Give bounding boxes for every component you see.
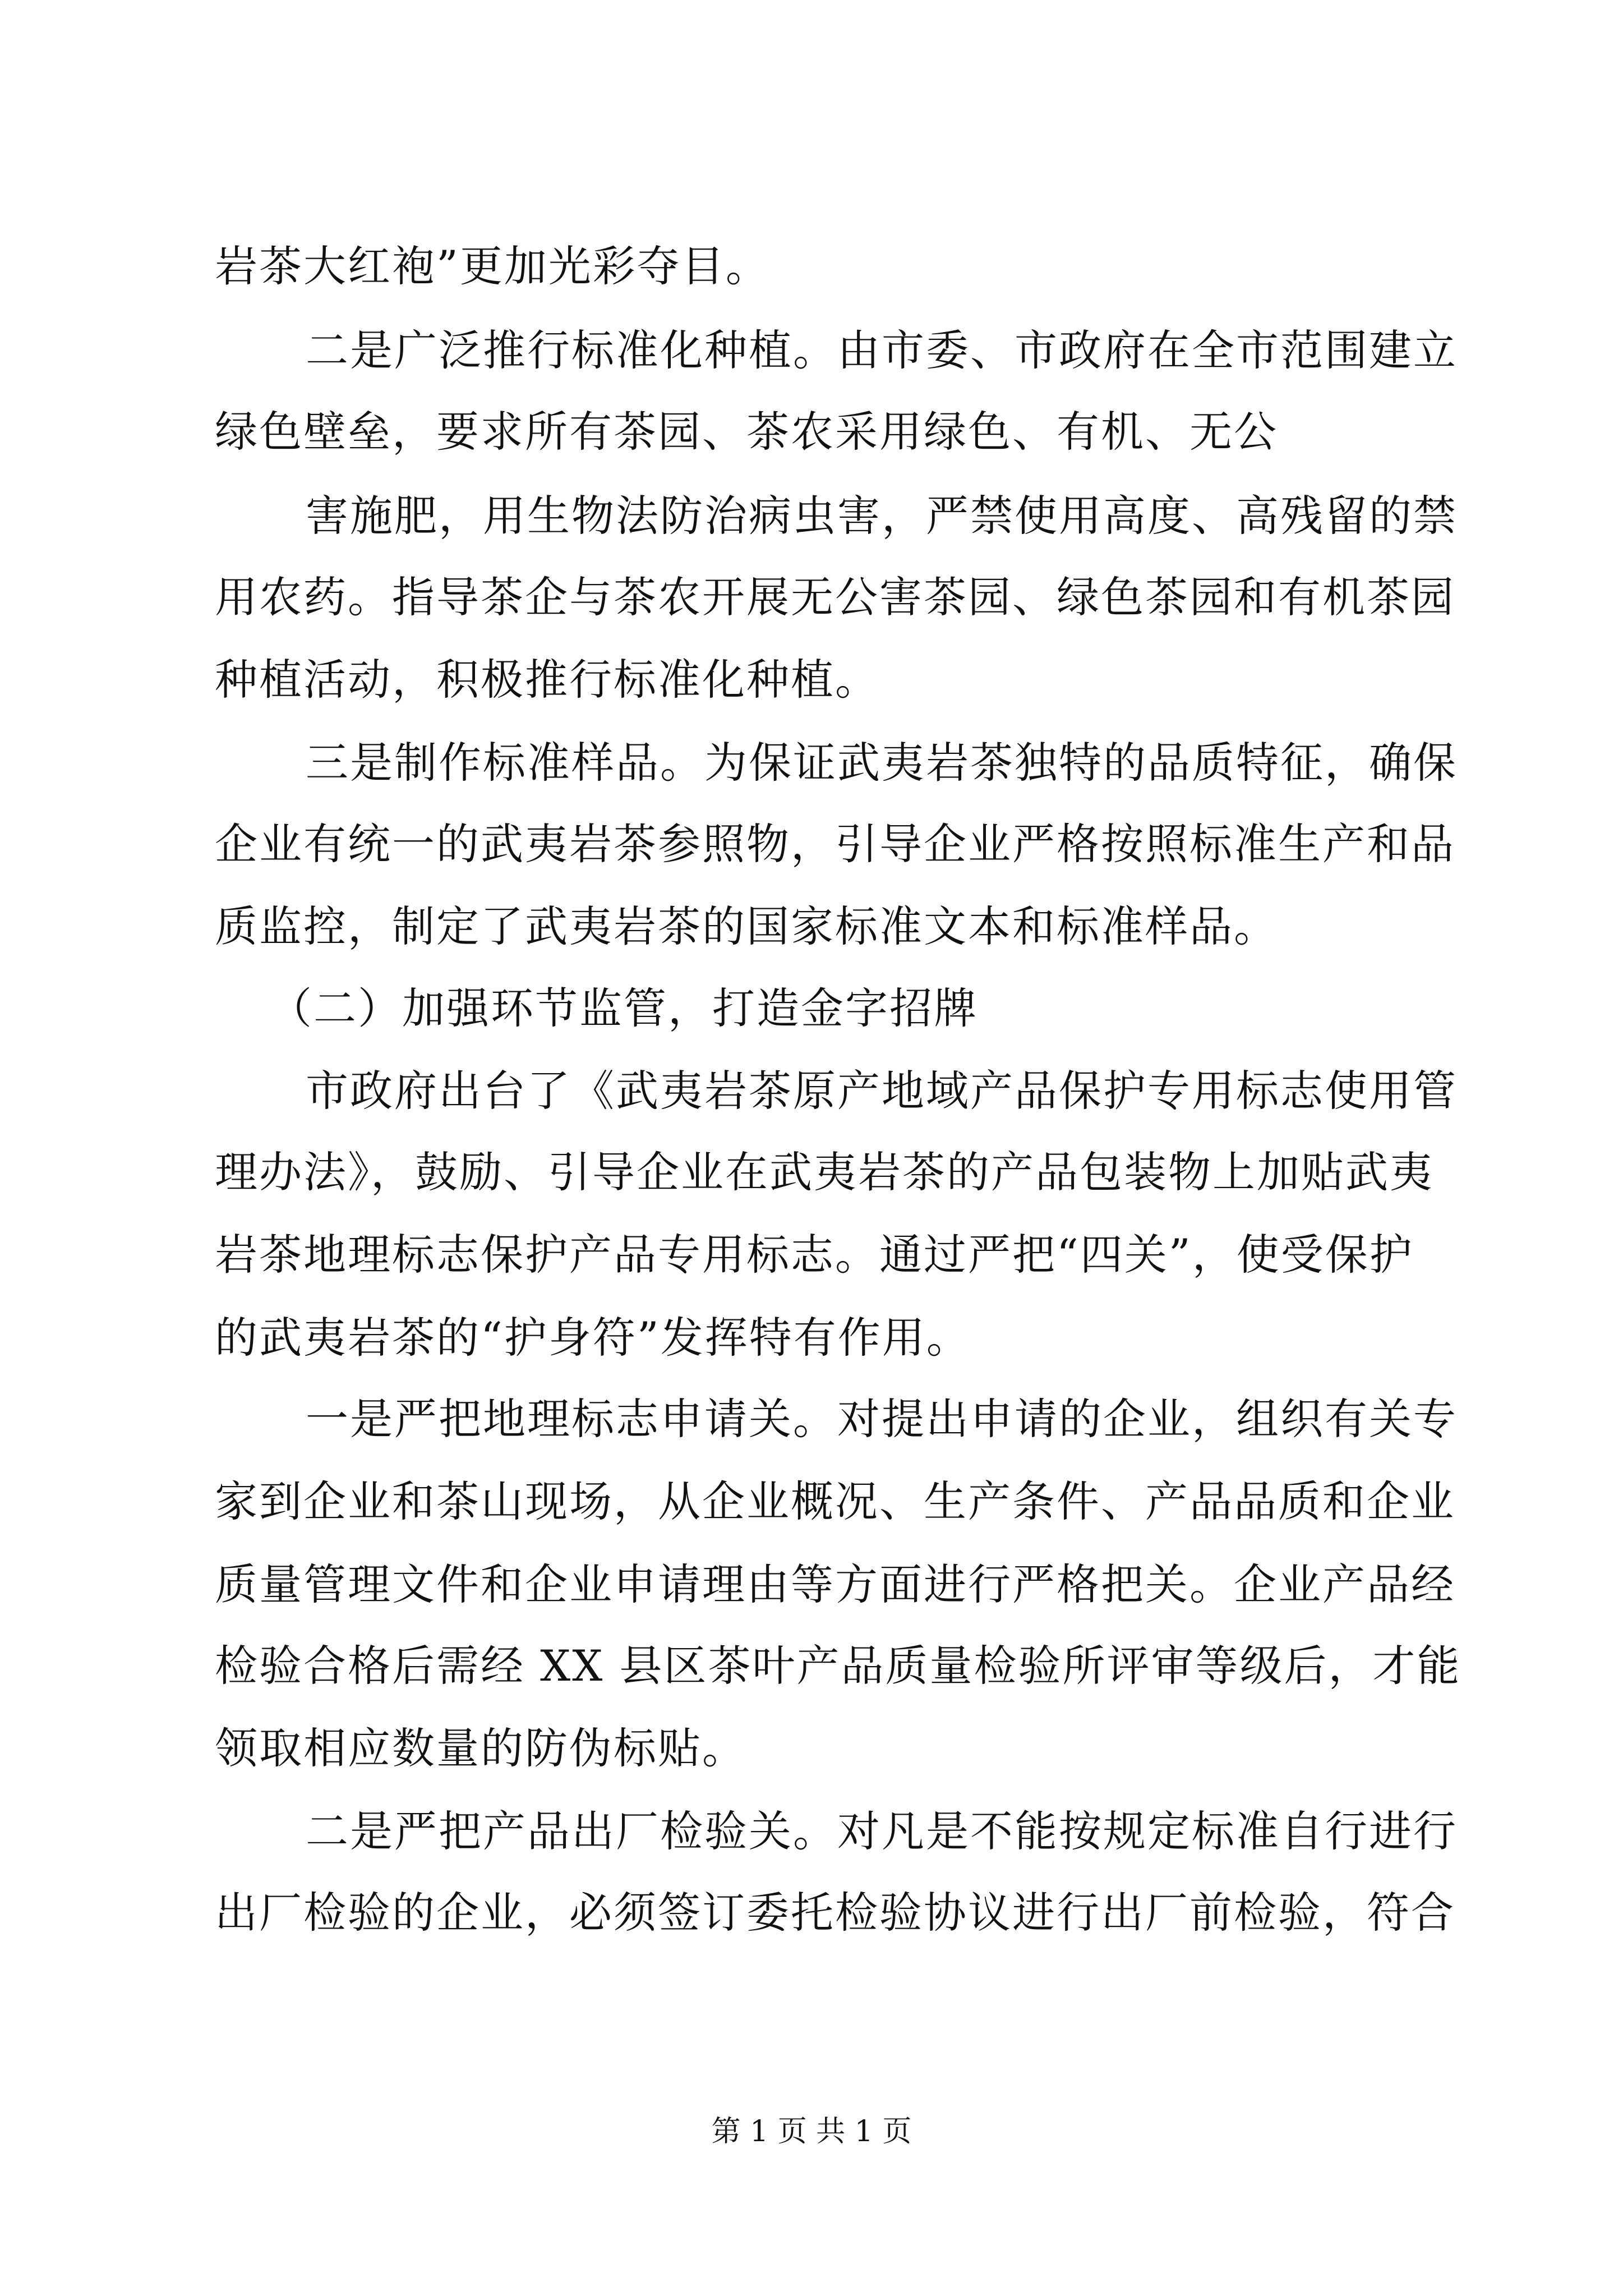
- paragraph-start: 三是制作标准样品。为保证武夷岩茶独特的品质特征，确保: [306, 738, 1458, 788]
- text-line: 企业有统一的武夷岩茶参照物，引导企业严格按照标准生产和品: [215, 819, 1455, 869]
- text-line: 质量管理文件和企业申请理由等方面进行严格把关。企业产品经: [215, 1559, 1455, 1609]
- paragraph-start: 二是严把产品出厂检验关。对凡是不能按规定标准自行进行: [306, 1806, 1458, 1856]
- text-line: 岩茶地理标志保护产品专用标志。通过严把“四关”，使受保护: [215, 1230, 1414, 1280]
- paragraph-start: 二是广泛推行标准化种植。由市委、市政府在全市范围建立: [306, 325, 1458, 375]
- text-line: 种植活动，积极推行标准化种植。: [215, 655, 879, 705]
- text-line: 害施肥，用生物法防治病虫害，严禁使用高度、高残留的禁: [306, 491, 1458, 541]
- paragraph-start: 一是严把地理标志申请关。对提出申请的企业，组织有关专: [306, 1394, 1458, 1444]
- text-line: 出厂检验的企业，必须签订委托检验协议进行出厂前检验，符合: [215, 1888, 1455, 1938]
- text-line: 质监控，制定了武夷岩茶的国家标准文本和标准样品。: [215, 901, 1278, 951]
- text-line: 理办法》，鼓励、引导企业在武夷岩茶的产品包装物上加贴武夷: [215, 1147, 1434, 1197]
- text-line: 用农药。指导茶企与茶农开展无公害茶园、绿色茶园和有机茶园: [215, 572, 1455, 622]
- text-line: 绿色壁垒，要求所有茶园、茶农采用绿色、有机、无公: [215, 407, 1278, 457]
- page-number-footer: 第 1 页 共 1 页: [711, 2115, 912, 2148]
- paragraph-start: 市政府出台了《武夷岩茶原产地域产品保护专用标志使用管: [306, 1066, 1458, 1116]
- text-line: 领取相应数量的防伪标贴。: [215, 1723, 746, 1773]
- text-line: 岩茶大红袍”更加光彩夺目。: [215, 241, 770, 291]
- section-heading: （二）加强环节监管，打造金字招牌: [269, 983, 978, 1033]
- text-line: 家到企业和茶山现场，从企业概况、生产条件、产品品质和企业: [215, 1476, 1455, 1526]
- text-line: 检验合格后需经 XX 县区茶叶产品质量检验所评审等级后，才能: [215, 1641, 1461, 1691]
- text-line: 的武夷岩茶的“护身符”发挥特有作用。: [215, 1313, 971, 1363]
